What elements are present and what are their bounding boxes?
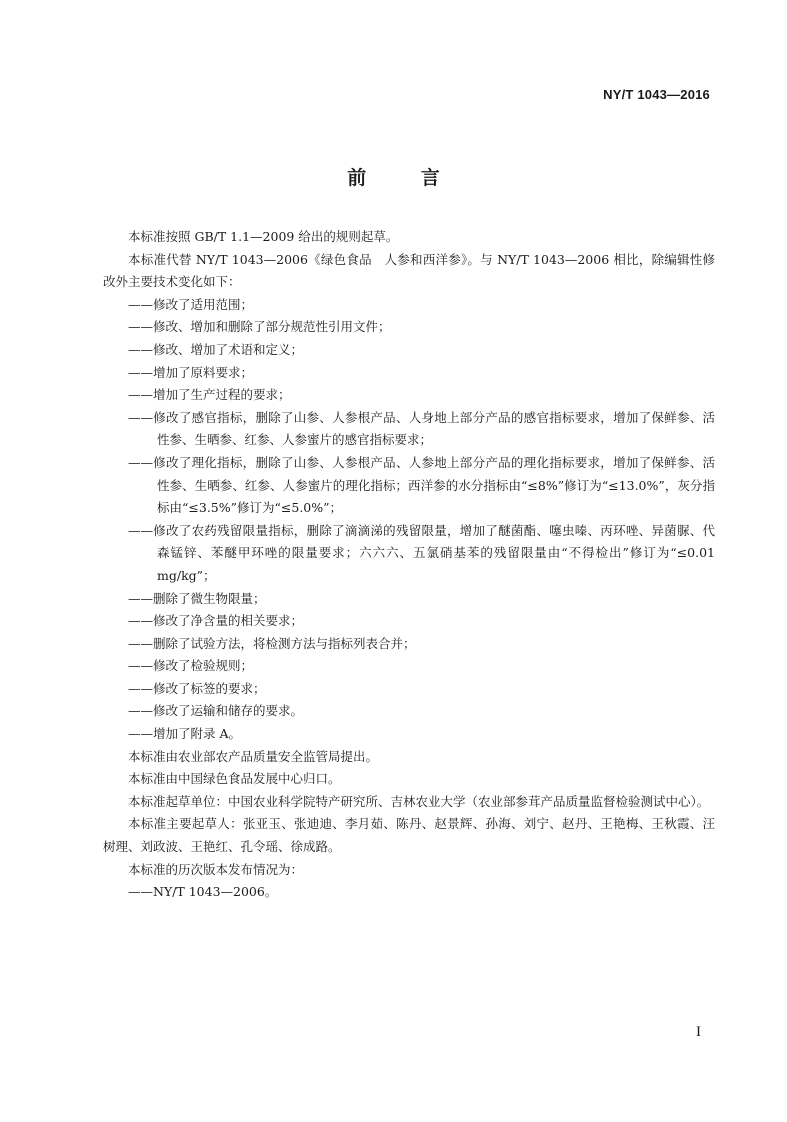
history-item: ——NY/T 1043—2006。 <box>128 884 278 900</box>
change-item: ——删除了试验方法，将检测方法与指标列表合并； <box>128 635 416 651</box>
change-item: ——修改了感官指标，删除了山参、人参根产品、人身地上部分产品的感官指标要求，增加了保鲜参、活性参、生晒参、红参、人参蜜片的感官指标要求； <box>128 409 715 448</box>
change-item: ——修改、增加了术语和定义； <box>128 341 304 357</box>
paragraph-drafters: 本标准主要起草人：张亚玉、张迪迪、李月茹、陈丹、赵景辉、孙海、刘宁、赵丹、王艳梅、王秋霞、汪树理、刘政波、王艳红、孔令瑶、徐成路。 <box>103 816 715 855</box>
change-item: ——修改了运输和储存的要求。 <box>128 703 304 719</box>
paragraph-drafting-units: 本标准起草单位：中国农业科学院特产研究所、吉林农业大学（农业部参茸产品质量监督检验测试中心）。 <box>128 793 710 809</box>
change-item: ——增加了原料要求； <box>128 364 254 380</box>
change-item: ——修改了标签的要求； <box>128 680 266 696</box>
paragraph-proposer: 本标准由农业部农产品质量安全监管局提出。 <box>128 748 379 764</box>
paragraph-history-intro: 本标准的历次版本发布情况为： <box>128 861 304 877</box>
change-item: ——修改了适用范围； <box>128 296 254 312</box>
change-item: ——修改了检验规则； <box>128 658 254 674</box>
page-number: I <box>696 1024 701 1040</box>
paragraph-drafting-rules: 本标准按照 GB/T 1.1—2009 给出的规则起草。 <box>128 229 399 244</box>
standard-number: NY/T 1043—2016 <box>603 87 710 102</box>
page-title: 前 言 <box>347 167 464 189</box>
change-item: ——删除了微生物限量； <box>128 590 266 606</box>
paragraph-centralizer: 本标准由中国绿色食品发展中心归口。 <box>128 771 341 787</box>
change-item: ——增加了附录 A。 <box>128 726 242 742</box>
paragraph-replacement: 本标准代替 NY/T 1043—2006《绿色食品 人参和西洋参》。与 NY/T 1043—2006 相比，除编辑性修改外主要技术变化如下： <box>103 251 715 290</box>
change-item: ——修改、增加和删除了部分规范性引用文件； <box>128 319 391 335</box>
change-item: ——增加了生产过程的要求； <box>128 387 291 403</box>
change-item: ——修改了农药残留限量指标，删除了滴滴涕的残留限量，增加了醚菌酯、噻虫嗪、丙环唑、异菌脲、代森锰锌、苯醚甲环唑的限量要求；六六六、五氯硝基苯的残留限量由“不得检出”修订为“≤0.01 mg/kg”； <box>128 522 715 583</box>
foreword-body <box>103 226 715 904</box>
change-item: ——修改了理化指标，删除了山参、人参根产品、人参地上部分产品的理化指标要求，增加了保鲜参、活性参、生晒参、红参、人参蜜片的理化指标；西洋参的水分指标由“≤8%”修订为“≤13.0%”，灰分指标由“≤3.5%”修订为“≤5.0%”； <box>128 454 715 516</box>
change-item: ——修改了净含量的相关要求； <box>128 613 304 629</box>
